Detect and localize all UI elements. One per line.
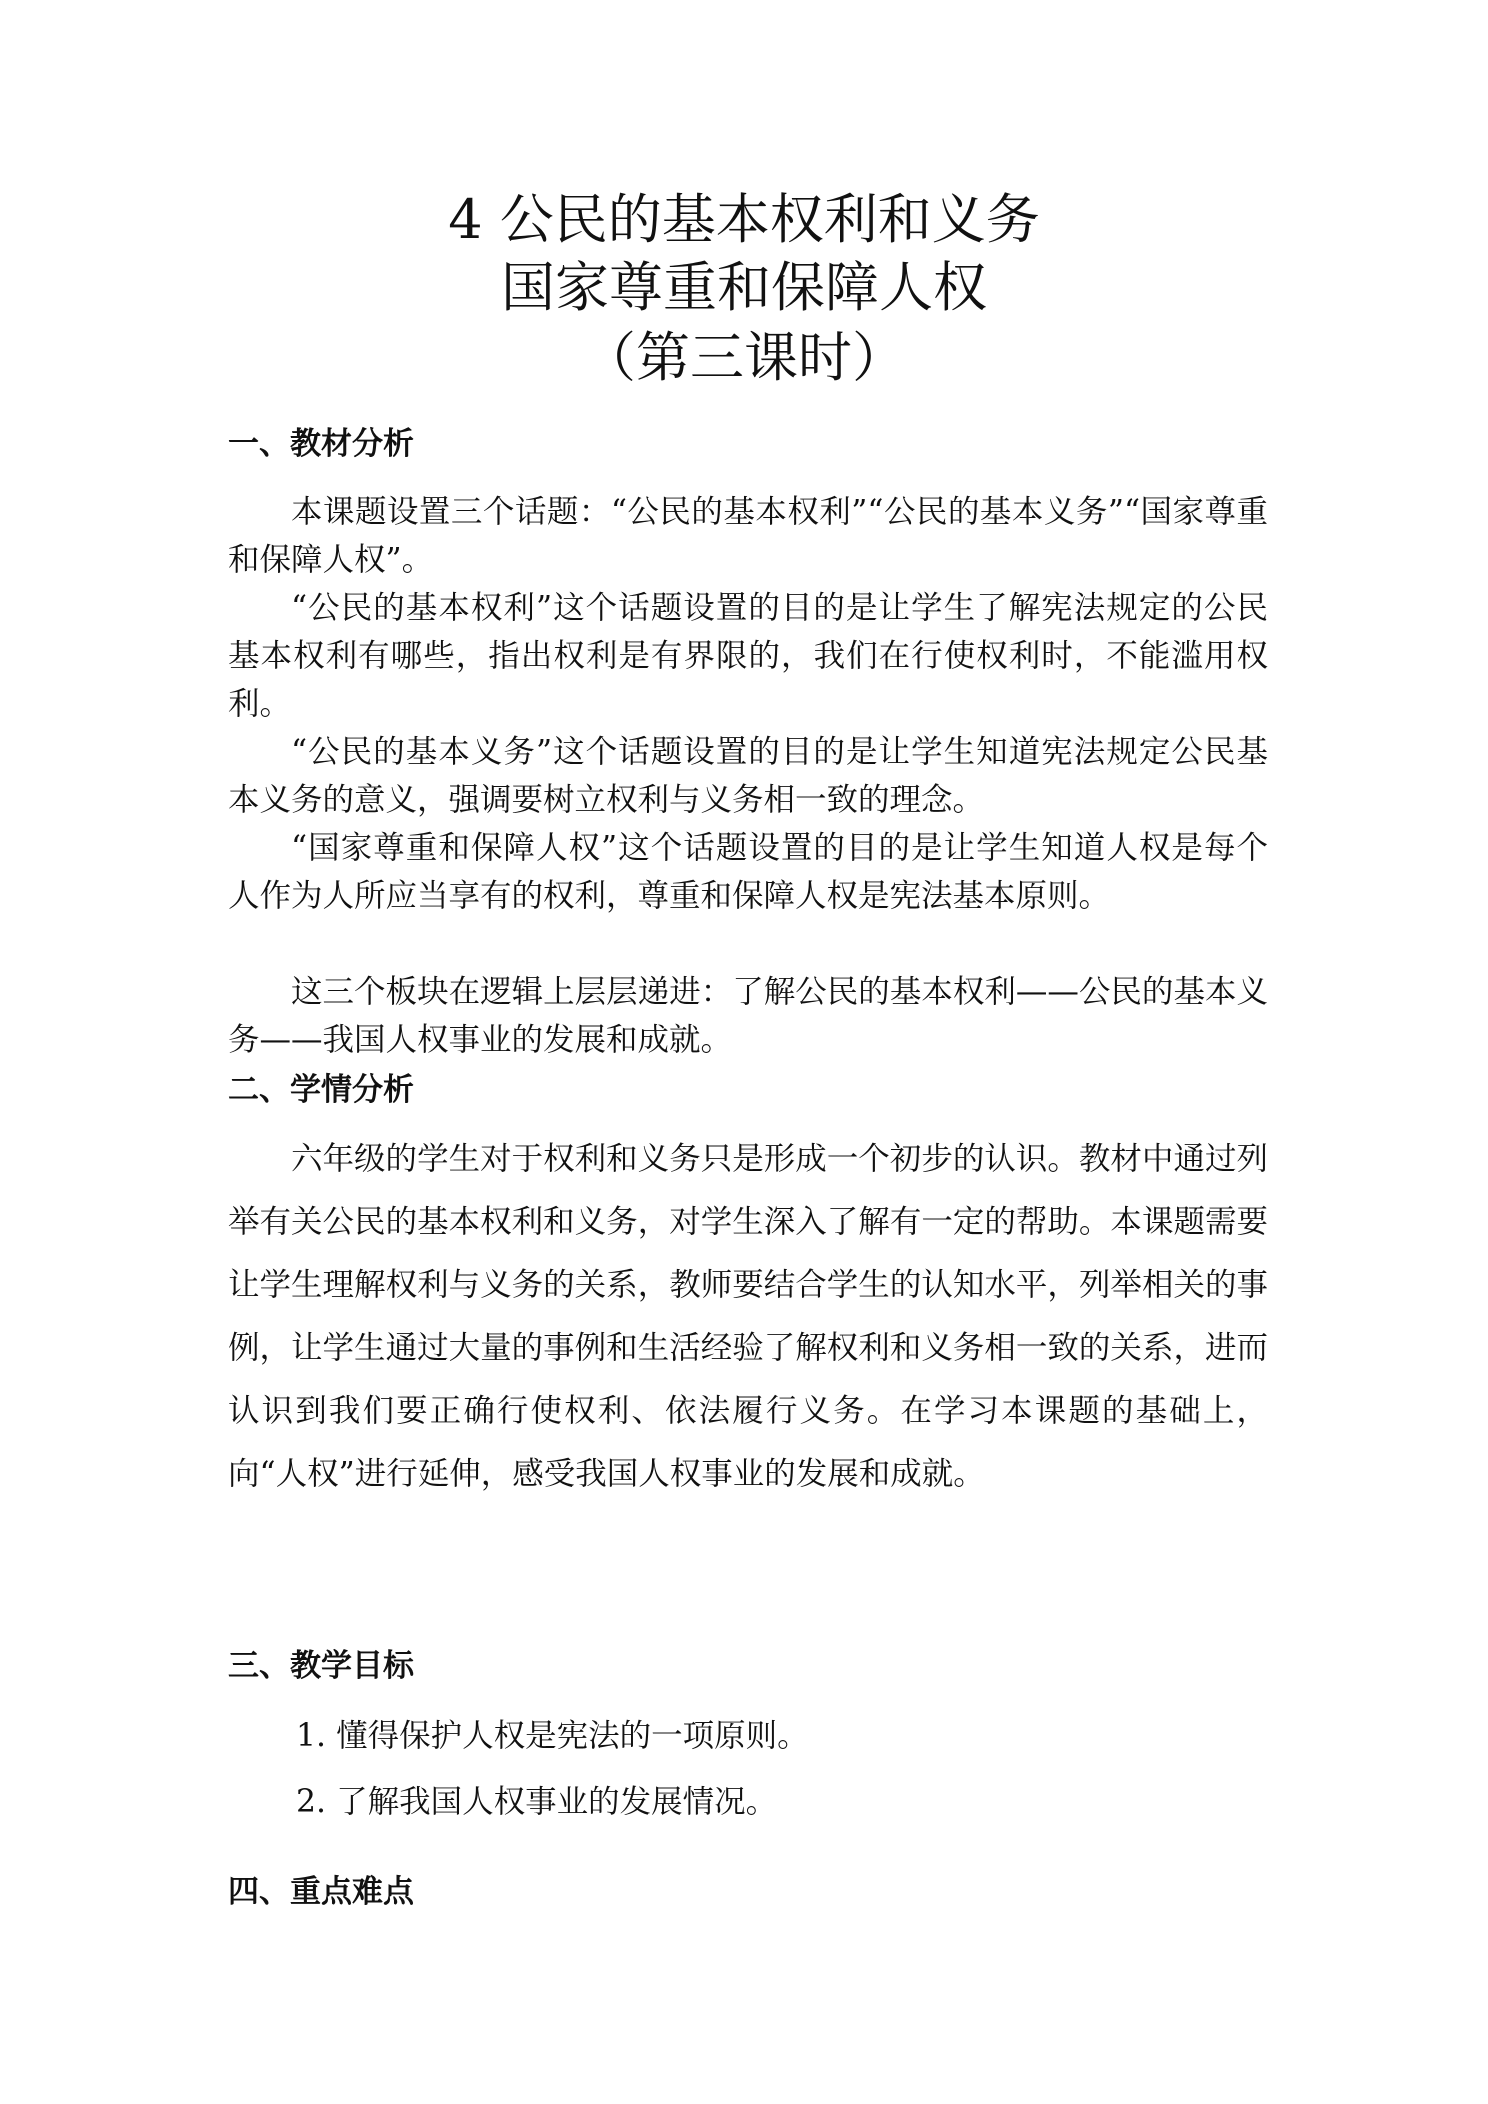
paragraph: 这三个板块在逻辑上层层递进：了解公民的基本权利——公民的基本义务——我国人权事业的发展和成就。: [228, 974, 1268, 1058]
section-heading-teaching-goals: 三、教学目标: [228, 1648, 414, 1684]
section-heading-learner-analysis: 二、学情分析: [228, 1072, 414, 1108]
document-title-line-1: 4 公民的基本权利和义务: [448, 188, 1040, 251]
paragraph: 本课题设置三个话题：“公民的基本权利”“公民的基本义务”“国家尊重和保障人权”。: [228, 494, 1268, 578]
section-heading-key-points: 四、重点难点: [228, 1874, 414, 1910]
document-title-line-3: （第三课时）: [582, 326, 906, 389]
paragraph: “公民的基本权利”这个话题设置的目的是让学生了解宪法规定的公民基本权利有哪些，指出权利是有界限的，我们在行使权利时，不能滥用权利。: [228, 590, 1268, 722]
paragraph: “国家尊重和保障人权”这个话题设置的目的是让学生知道人权是每个人作为人所应当享有的权利，尊重和保障人权是宪法基本原则。: [228, 830, 1268, 914]
section-heading-textbook-analysis: 一、教材分析: [228, 426, 414, 462]
paragraph: 六年级的学生对于权利和义务只是形成一个初步的认识。教材中通过列举有关公民的基本权利和义务，对学生深入了解有一定的帮助。本课题需要让学生理解权利与义务的关系，教师要结合学生的认知水平，列举相关的事例，让学生通过大量的事例和生活经验了解权利和义务相一致的关系，进而认识到我们要正确行使权利、依法履行义务。在学习本课题的基础上，向“人权”进行延伸，感受我国人权事业的发展和成就。: [228, 1141, 1268, 1492]
goal-item: 2. 了解我国人权事业的发展情况。: [296, 1784, 778, 1820]
document-title-line-2: 国家尊重和保障人权: [501, 256, 987, 319]
paragraph: “公民的基本义务”这个话题设置的目的是让学生知道宪法规定公民基本义务的意义，强调要树立权利与义务相一致的理念。: [228, 734, 1268, 818]
goal-item: 1. 懂得保护人权是宪法的一项原则。: [296, 1718, 809, 1754]
